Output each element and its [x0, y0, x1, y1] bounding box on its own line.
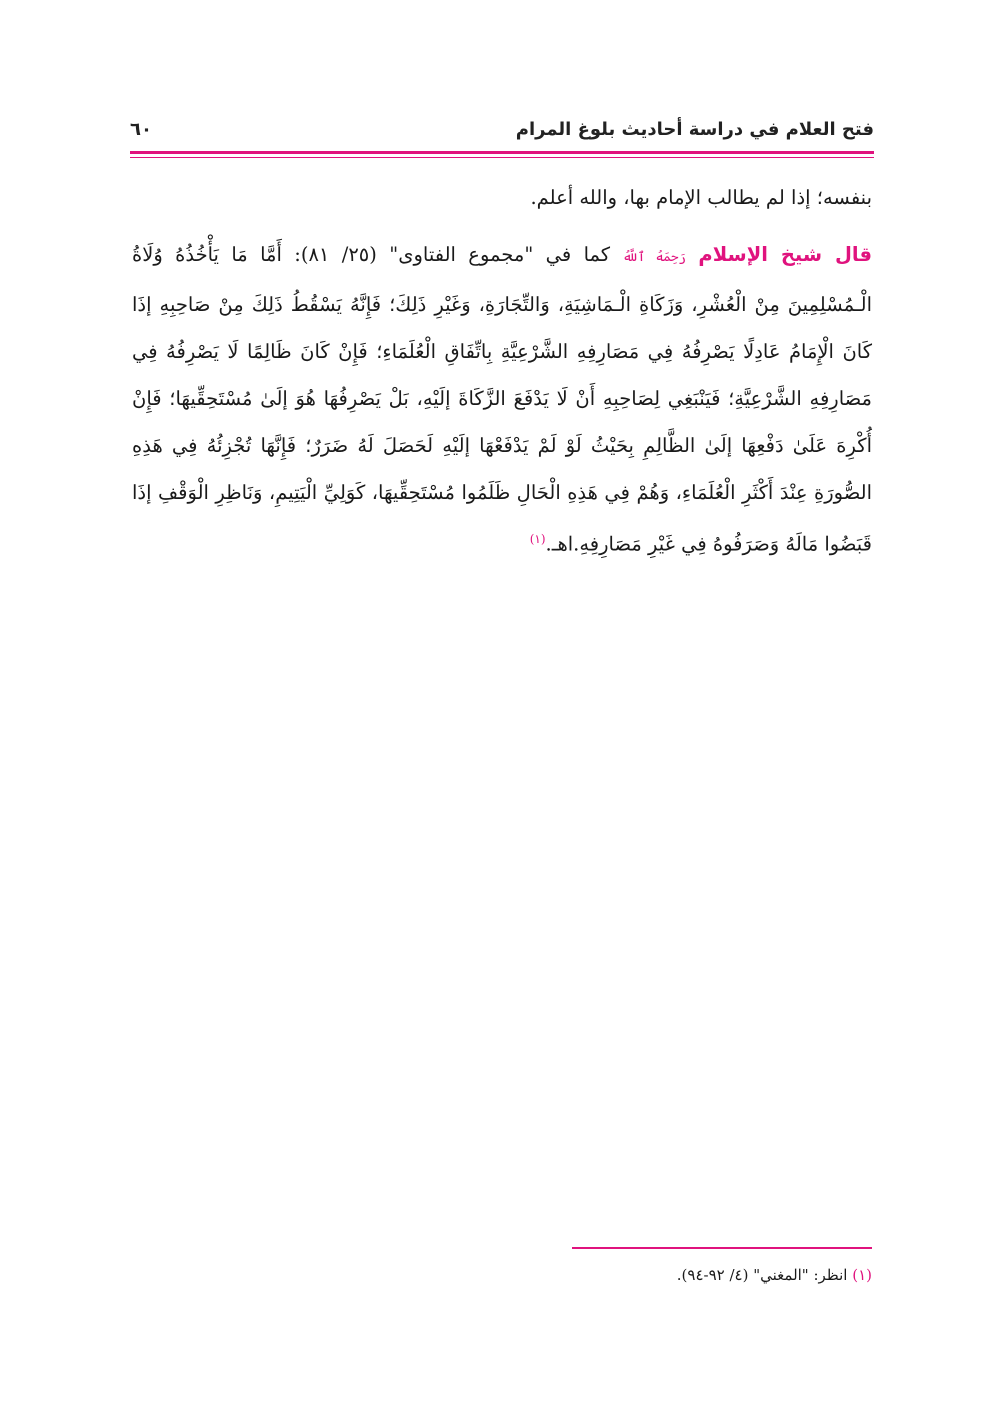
body-text: [132, 174, 872, 568]
header-rule-thin: [130, 157, 874, 158]
honorific-glyph: رَحِمَهُ ٱللَّهُ: [622, 250, 687, 265]
footnote: [132, 1262, 872, 1288]
page-number: ٦٠: [130, 118, 152, 140]
quote-text: كما في "مجموع الفتاوى" (٢٥/ ٨١): أَمَّا مَا يَأْخُذُهُ وُلَاةُ الْـمُسْلِمِينَ مِنْ الْعُشْرِ، وَزَكَاةِ الْـمَاشِيَةِ، وَالتِّجَارَةِ، وَغَيْرِ ذَلِكَ؛ فَإِنَّهُ يَسْقُطُ ذَلِكَ مِنْ صَاحِبِهِ إذَا كَانَ الْإِمَامُ عَادِلًا يَصْرِفُهُ فِي مَصَارِفِهِ الشَّرْعِيَّةِ بِاتِّفَاقِ الْعُلَمَاءِ؛ فَإِنْ كَانَ ظَالِمًا لَا يَصْرِفُهُ فِي مَصَارِفِهِ الشَّرْعِيَّةِ؛ فَيَنْبَغِي لِصَاحِبِهِ أَنْ لَا يَدْفَعَ الزَّكَاةَ إلَيْهِ، بَلْ يَصْرِفُهَا هُوَ إلَىٰ مُسْتَحِقِّيهَا؛ فَإِنْ أُكْرِهَ عَلَىٰ دَفْعِهَا إلَىٰ الظَّالِمِ بِحَيْثُ لَوْ لَمْ يَدْفَعْهَا إلَيْهِ لَحَصَلَ لَهُ ضَرَرٌ؛ فَإِنَّهَا تُجْزِئُهُ فِي هَذِهِ الصُّورَةِ عِنْدَ أَكْثَرِ الْعُلَمَاءِ، وَهُمْ فِي هَذِهِ الْحَالِ ظَلَمُوا مُسْتَحِقِّيهَا، كَوَلِيِّ الْيَتِيمِ، وَنَاظِرِ الْوَقْفِ إذَا قَبَضُوا مَالَهُ وَصَرَفُوهُ فِي غَيْرِ مَصَارِفِهِ.اهـ.: [132, 243, 872, 556]
header-rule-thick: [130, 151, 874, 154]
speaker-name: قال شيخ الإسلام: [698, 243, 872, 266]
page-header: [130, 112, 874, 146]
footnote-separator: [572, 1247, 872, 1249]
footnote-text: انظر: "المغني" (٤/ ٩٢-٩٤).: [676, 1266, 853, 1284]
footnote-reference[interactable]: (١): [529, 532, 546, 546]
running-title: فتح العلام في دراسة أحاديث بلوغ المرام: [515, 118, 874, 140]
quote-paragraph: [132, 231, 872, 568]
intro-paragraph: بنفسه؛ إذا لم يطالب الإمام بها، والله أعلم.: [530, 186, 872, 209]
footnote-number: (١): [852, 1266, 872, 1284]
